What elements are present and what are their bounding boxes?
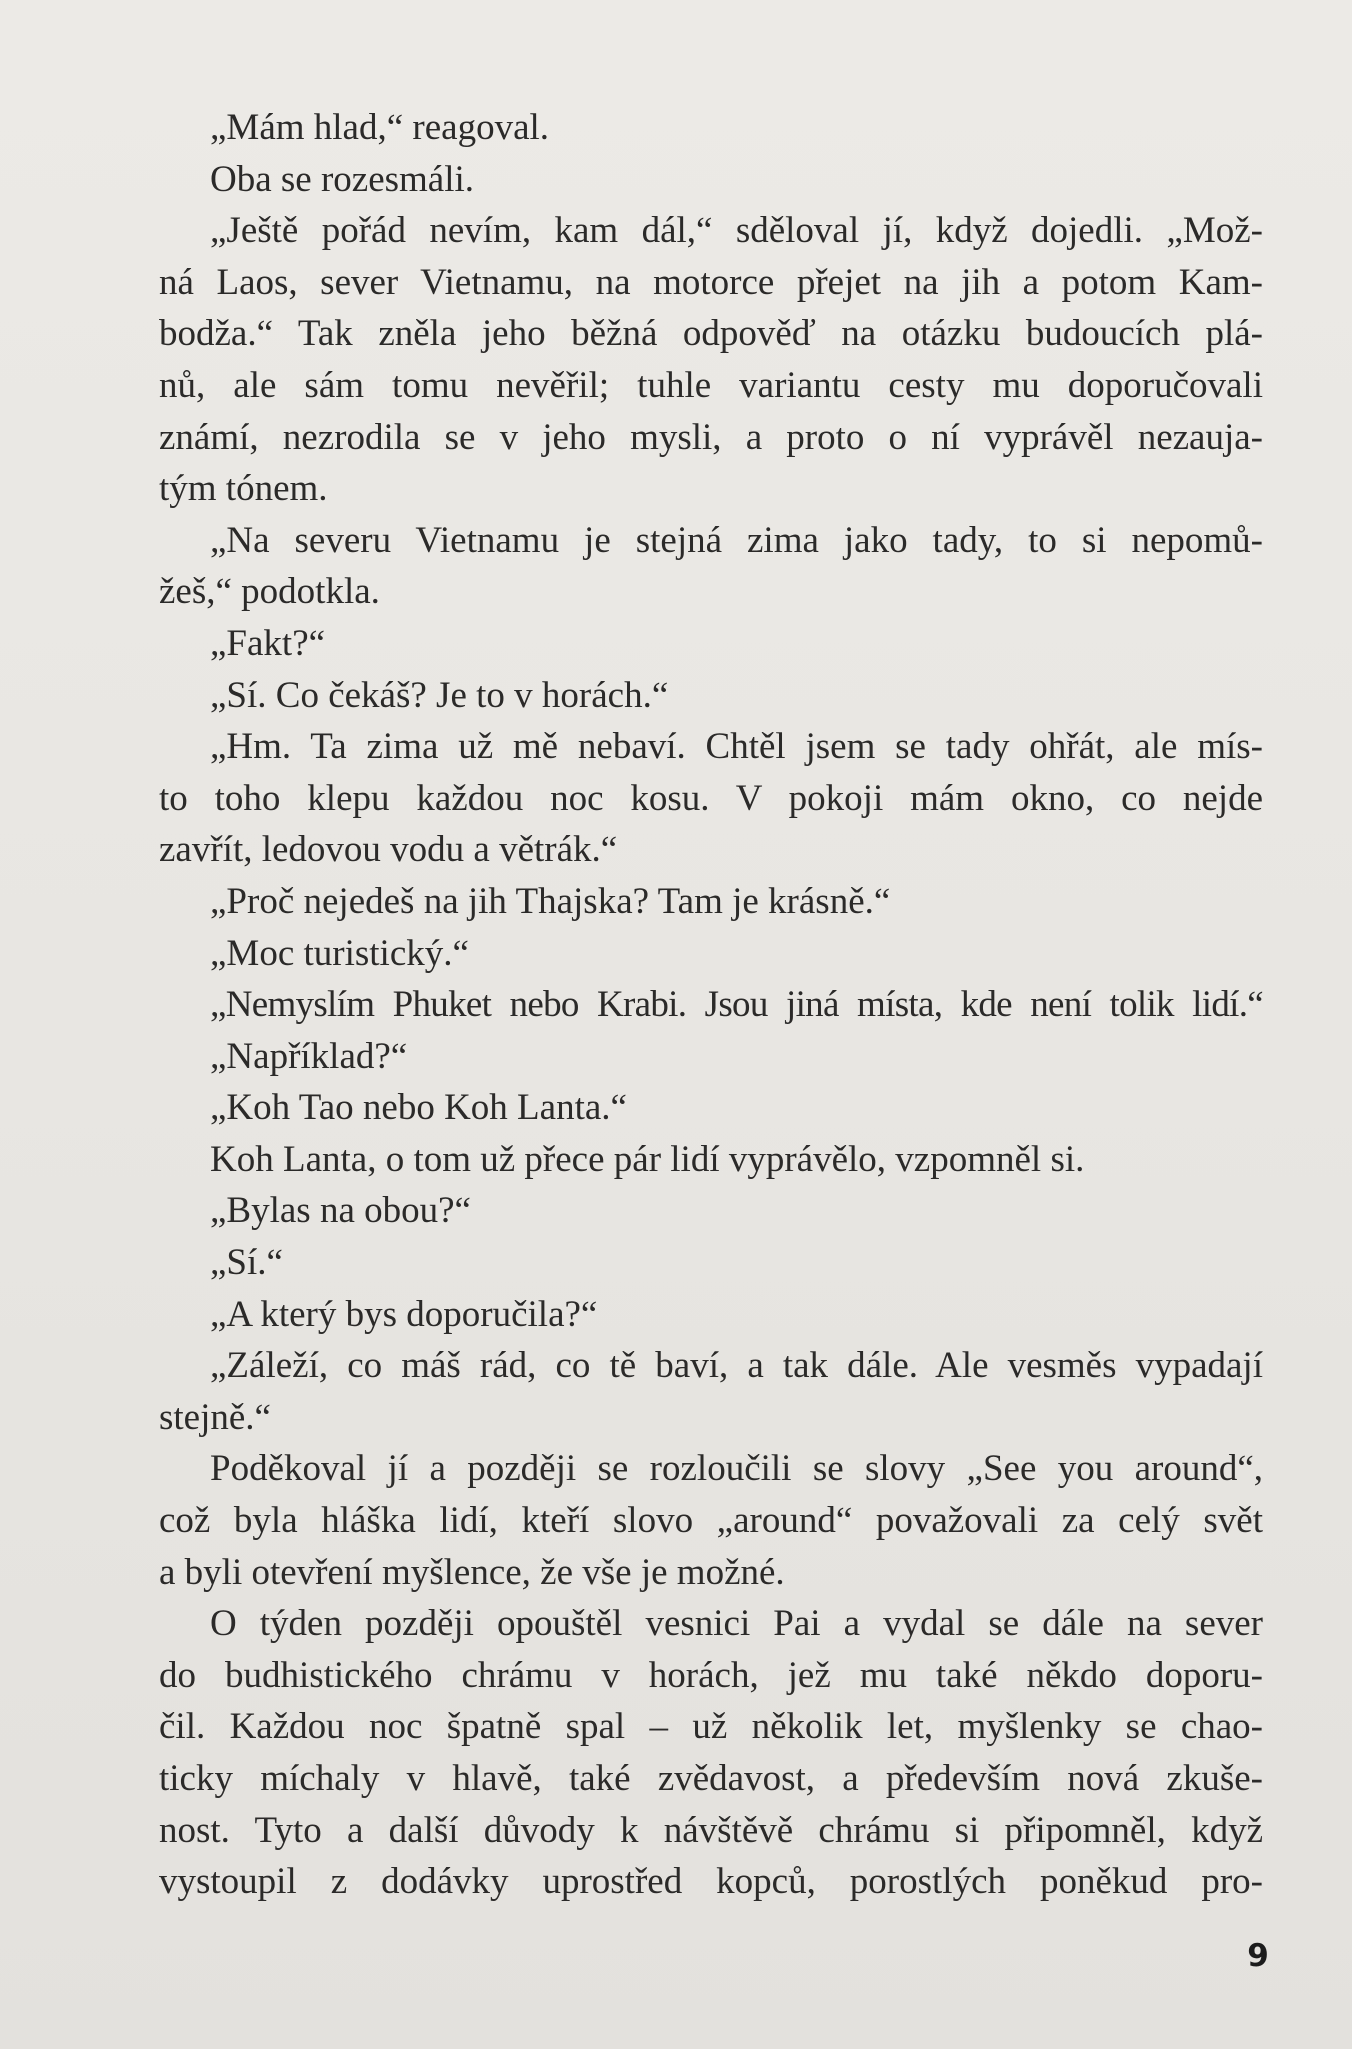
- text-line: čil. Každou noc špatně spal – už několik let, myšlenky se chao-: [159, 1706, 1263, 1748]
- text-line: Poděkoval jí a později se rozloučili se slovy „See you around“,: [210, 1448, 1263, 1490]
- text-line: „Moc turistický.“: [210, 932, 469, 974]
- text-line: což byla hláška lidí, kteří slovo „around“ považovali za celý svět: [159, 1500, 1263, 1542]
- text-line: „Mám hlad,“ reagoval.: [210, 107, 550, 148]
- text-line: „Například?“: [210, 1035, 408, 1077]
- text-line: do budhistického chrámu v horách, jež mu také někdo doporu-: [159, 1654, 1263, 1696]
- text-line: „Záleží, co máš rád, co tě baví, a tak dále. Ale vesměs vypadají: [210, 1345, 1263, 1387]
- text-line: „Fakt?“: [210, 622, 326, 664]
- text-line: „Sí.“: [210, 1242, 283, 1284]
- text-line: tým tónem.: [159, 468, 328, 510]
- text-line: ticky míchaly v hlavě, také zvědavost, a především nová zkuše-: [159, 1758, 1263, 1799]
- text-line: známí, nezrodila se v jeho mysli, a proto o ní vyprávěl nezauja-: [159, 416, 1263, 458]
- text-line: „Ještě pořád nevím, kam dál,“ sděloval jí, když dojedli. „Mož-: [210, 210, 1263, 252]
- text-line: nost. Tyto a další důvody k návštěvě chrámu si připomněl, když: [159, 1809, 1263, 1851]
- text-line: „Nemyslím Phuket nebo Krabi. Jsou jiná místa, kde není tolik lidí.“: [210, 984, 1263, 1026]
- text-line: O týden později opouštěl vesnici Pai a vydal se dále na sever: [210, 1603, 1263, 1645]
- text-line: „Proč nejedeš na jih Thajska? Tam je krásně.“: [210, 880, 891, 922]
- text-line: to toho klepu každou noc kosu. V pokoji mám okno, co nejde: [159, 777, 1263, 819]
- text-line: „Hm. Ta zima už mě nebaví. Chtěl jsem se tady ohřát, ale mís-: [210, 726, 1263, 768]
- text-line: Oba se rozesmáli.: [210, 158, 475, 200]
- text-line: ná Laos, sever Vietnamu, na motorce přejet na jih a potom Kam-: [159, 261, 1263, 303]
- text-line: „Na severu Vietnamu je stejná zima jako tady, to si nepomů-: [210, 519, 1263, 561]
- page-number: 9: [1247, 1938, 1269, 1974]
- text-line: a byli otevření myšlence, že vše je možné.: [159, 1551, 785, 1593]
- text-line: „A který bys doporučila?“: [210, 1293, 598, 1335]
- text-line: žeš,“ podotkla.: [159, 571, 380, 613]
- text-line: vystoupil z dodávky uprostřed kopců, porostlých poněkud pro-: [159, 1861, 1263, 1903]
- text-line: stejně.“: [159, 1396, 271, 1438]
- text-line: zavřít, ledovou vodu a větrák.“: [159, 829, 618, 871]
- text-line: „Bylas na obou?“: [210, 1190, 471, 1232]
- text-line: „Sí. Co čekáš? Je to v horách.“: [210, 674, 669, 716]
- text-line: nů, ale sám tomu nevěřil; tuhle variantu cesty mu doporučovali: [159, 364, 1263, 406]
- text-line: bodža.“ Tak zněla jeho běžná odpověď na otázku budoucích plá-: [159, 313, 1263, 355]
- body-text: [159, 102, 1263, 1908]
- text-line: „Koh Tao nebo Koh Lanta.“: [210, 1087, 627, 1129]
- text-line: Koh Lanta, o tom už přece pár lidí vyprávělo, vzpomněl si.: [210, 1138, 1085, 1180]
